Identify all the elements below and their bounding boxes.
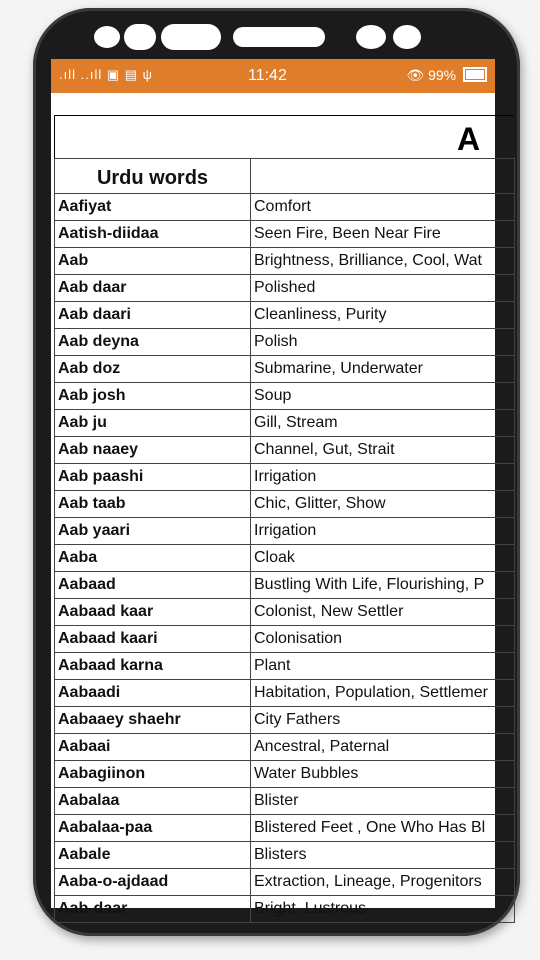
table-row[interactable] — [55, 680, 515, 707]
urdu-word: Aab taab — [55, 491, 251, 518]
table-row[interactable] — [55, 599, 515, 626]
letter-heading: A — [457, 121, 481, 157]
english-meaning: Brightness, Brilliance, Cool, Wat — [251, 248, 515, 275]
english-meaning: Gill, Stream — [251, 410, 515, 437]
english-meaning: Chic, Glitter, Show — [251, 491, 515, 518]
table-row[interactable] — [55, 734, 515, 761]
table-row[interactable] — [55, 653, 515, 680]
status-time: 11:42 — [248, 67, 287, 84]
table-row[interactable] — [55, 896, 515, 923]
english-meaning: Blister — [251, 788, 515, 815]
english-meaning: Blistered Feet , One Who Has Bl — [251, 815, 515, 842]
table-row[interactable] — [55, 788, 515, 815]
table-row[interactable] — [55, 545, 515, 572]
english-meaning: Irrigation — [251, 464, 515, 491]
phone-top-sensors — [33, 22, 520, 50]
column-header-urdu: Urdu words — [55, 159, 251, 194]
english-meaning: Extraction, Lineage, Progenitors — [251, 869, 515, 896]
urdu-word: Aabaadi — [55, 680, 251, 707]
urdu-word: Aabalaa-paa — [55, 815, 251, 842]
urdu-word: Aab naaey — [55, 437, 251, 464]
english-meaning: Comfort — [251, 194, 515, 221]
urdu-word: Aab deyna — [55, 329, 251, 356]
table-row[interactable] — [55, 410, 515, 437]
english-meaning: Polished — [251, 275, 515, 302]
urdu-word: Aabaad kaari — [55, 626, 251, 653]
english-meaning: Channel, Gut, Strait — [251, 437, 515, 464]
table-row[interactable] — [55, 572, 515, 599]
table-header-row — [55, 159, 515, 194]
urdu-word: Aatish-diidaa — [55, 221, 251, 248]
english-meaning: Cloak — [251, 545, 515, 572]
table-row[interactable] — [55, 491, 515, 518]
table-row[interactable] — [55, 275, 515, 302]
urdu-word: Aab daari — [55, 302, 251, 329]
table-row[interactable] — [55, 518, 515, 545]
table-row[interactable] — [55, 194, 515, 221]
table-row[interactable] — [55, 815, 515, 842]
english-meaning: Cleanliness, Purity — [251, 302, 515, 329]
table-row[interactable] — [55, 221, 515, 248]
table-row[interactable] — [55, 464, 515, 491]
signal-icons: .ıll ..ıll ▣ ▤ ψ — [59, 67, 153, 82]
table-row[interactable] — [55, 329, 515, 356]
english-meaning: Colonisation — [251, 626, 515, 653]
urdu-word: Aab yaari — [55, 518, 251, 545]
english-meaning: Water Bubbles — [251, 761, 515, 788]
table-row[interactable] — [55, 437, 515, 464]
english-meaning: Bright, Lustrous — [251, 896, 515, 923]
column-header-english — [251, 159, 515, 194]
table-row[interactable] — [55, 761, 515, 788]
english-meaning: Seen Fire, Been Near Fire — [251, 221, 515, 248]
english-meaning: Habitation, Population, Settlemer — [251, 680, 515, 707]
urdu-word: Aab doz — [55, 356, 251, 383]
urdu-word: Aabaai — [55, 734, 251, 761]
urdu-word: Aabagiinon — [55, 761, 251, 788]
dictionary-document[interactable] — [54, 115, 514, 915]
phone-screen — [51, 59, 495, 917]
urdu-word: Aab josh — [55, 383, 251, 410]
urdu-word: Aabaad — [55, 572, 251, 599]
urdu-word: Aab ju — [55, 410, 251, 437]
urdu-word: Aab-daar — [55, 896, 251, 923]
english-meaning: Blisters — [251, 842, 515, 869]
urdu-word: Aabalaa — [55, 788, 251, 815]
english-meaning: Plant — [251, 653, 515, 680]
urdu-word: Aab — [55, 248, 251, 275]
battery-percent: 👁 99% — [406, 67, 457, 83]
table-row[interactable] — [55, 248, 515, 275]
urdu-word: Aabaad kaar — [55, 599, 251, 626]
table-row[interactable] — [55, 356, 515, 383]
word-table — [54, 158, 515, 923]
english-meaning: Submarine, Underwater — [251, 356, 515, 383]
status-bar — [51, 59, 495, 93]
urdu-word: Aaba-o-ajdaad — [55, 869, 251, 896]
urdu-word: Aabaaey shaehr — [55, 707, 251, 734]
english-meaning: Soup — [251, 383, 515, 410]
urdu-word: Aaba — [55, 545, 251, 572]
letter-header — [54, 115, 514, 159]
english-meaning: Ancestral, Paternal — [251, 734, 515, 761]
table-row[interactable] — [55, 302, 515, 329]
battery-icon — [463, 67, 487, 82]
table-row[interactable] — [55, 869, 515, 896]
urdu-word: Aab paashi — [55, 464, 251, 491]
english-meaning: Bustling With Life, Flourishing, P — [251, 572, 515, 599]
urdu-word: Aabale — [55, 842, 251, 869]
urdu-word: Aabaad karna — [55, 653, 251, 680]
english-meaning: Colonist, New Settler — [251, 599, 515, 626]
status-right — [406, 67, 487, 84]
english-meaning: Polish — [251, 329, 515, 356]
english-meaning: Irrigation — [251, 518, 515, 545]
table-row[interactable] — [55, 842, 515, 869]
table-row[interactable] — [55, 626, 515, 653]
english-meaning: City Fathers — [251, 707, 515, 734]
urdu-word: Aab daar — [55, 275, 251, 302]
table-row[interactable] — [55, 707, 515, 734]
urdu-word: Aafiyat — [55, 194, 251, 221]
table-row[interactable] — [55, 383, 515, 410]
